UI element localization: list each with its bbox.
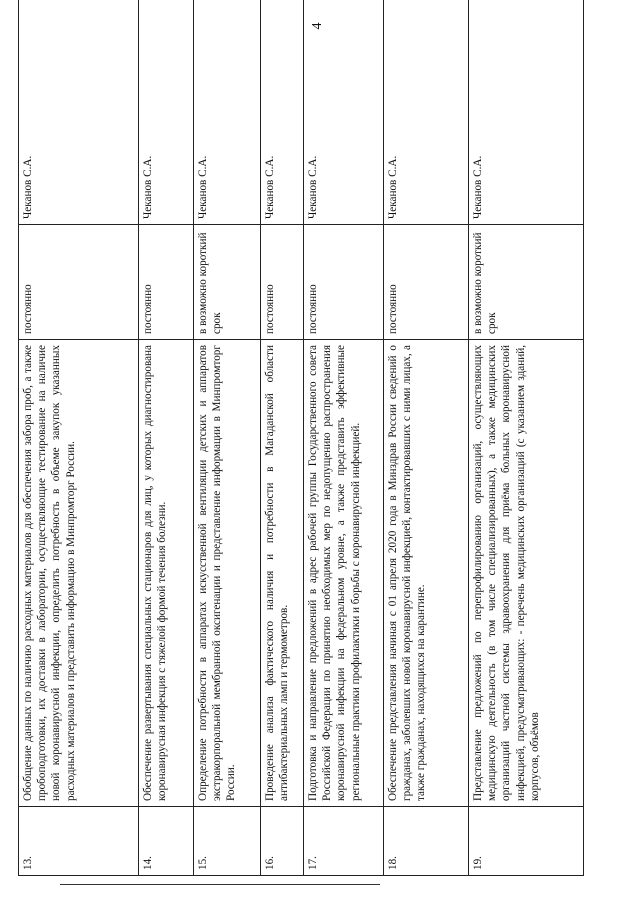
rotated-table-frame <box>18 40 588 876</box>
deadline-cell: в возможно короткий срок <box>469 225 584 340</box>
deadline-cell: постоянно <box>304 225 384 340</box>
table-row <box>469 0 584 876</box>
table-row <box>384 0 469 876</box>
measure-description: Представление предложений по перепрофилированию организаций, осуществляющих медицинскую деятельность (в том числе специализированных), а также медицинских организаций частной системы здравоохранения для приёма больных коронавирусной инфекцией, предусматривающих: - перечень медицинских организаций (с указанием зданий, корпусов, объёмов <box>469 340 584 807</box>
responsible-person: Чеканов С.А. <box>304 0 384 225</box>
responsible-person: Чеканов С.А. <box>469 0 584 225</box>
responsible-person: Чеканов С.А. <box>261 0 304 225</box>
page-number: 4 <box>310 22 325 30</box>
row-number: 15. <box>194 807 261 876</box>
page-bottom-rule <box>60 884 380 885</box>
measure-description: Обобщение данных по наличию расходных материалов для обеспечения забора проб, а также пробоподготовки, их доставки в лаборатории, осуществляющие тестирование на наличие новой коронавирусной инфекции, определить потребность в объеме закупок указанных расходных материалов и представить информацию в Минпромторг России. <box>19 340 139 807</box>
deadline-cell: в возможно короткий срок <box>194 225 261 340</box>
responsible-person: Чеканов С.А. <box>194 0 261 225</box>
row-number: 16. <box>261 807 304 876</box>
deadline-cell: постоянно <box>384 225 469 340</box>
row-number: 19. <box>469 807 584 876</box>
table-row <box>261 0 304 876</box>
measure-description: Подготовка и направление предложений в адрес рабочей группы Государственного совета Российской Федерации по принятию необходимых мер по недопущению распространения коронавирусной инфекции на федеральном уровне, а также представить эффективные региональные практики профилактики и борьбы с коронавирусной инфекцией. <box>304 340 384 807</box>
deadline-cell: постоянно <box>261 225 304 340</box>
table-row <box>194 0 261 876</box>
responsible-person: Чеканов С.А. <box>139 0 194 225</box>
row-number: 14. <box>139 807 194 876</box>
table-row <box>139 0 194 876</box>
deadline-cell: постоянно <box>19 225 139 340</box>
row-number: 17. <box>304 807 384 876</box>
row-number: 18. <box>384 807 469 876</box>
measure-description: Обеспечение представления начиная с 01 апреля 2020 года в Минздрав России сведений о гражданах, заболевших новой коронавирусной инфекцией, контактировавших с ними лицах, а также гражданах, находящихся на карантине. <box>384 340 469 807</box>
measure-description: Определение потребности в аппаратах искусственной вентиляции детских и аппаратов экстракорпоральной мембранной оксигенации и представление информации в Минпромторг России. <box>194 340 261 807</box>
row-number: 13. <box>19 807 139 876</box>
measures-table <box>18 0 584 876</box>
table-row <box>304 0 384 876</box>
responsible-person: Чеканов С.А. <box>384 0 469 225</box>
deadline-cell: постоянно <box>139 225 194 340</box>
table-row <box>19 0 139 876</box>
measure-description: Обеспечение развертывания специальных стационаров для лиц, у которых диагностирована коронавирусная инфекция с тяжелой формой течения болезни. <box>139 340 194 807</box>
measure-description: Проведение анализа фактического наличия и потребности в Магаданской области антибактериальных ламп и термометров. <box>261 340 304 807</box>
responsible-person: Чеканов С.А. <box>19 0 139 225</box>
